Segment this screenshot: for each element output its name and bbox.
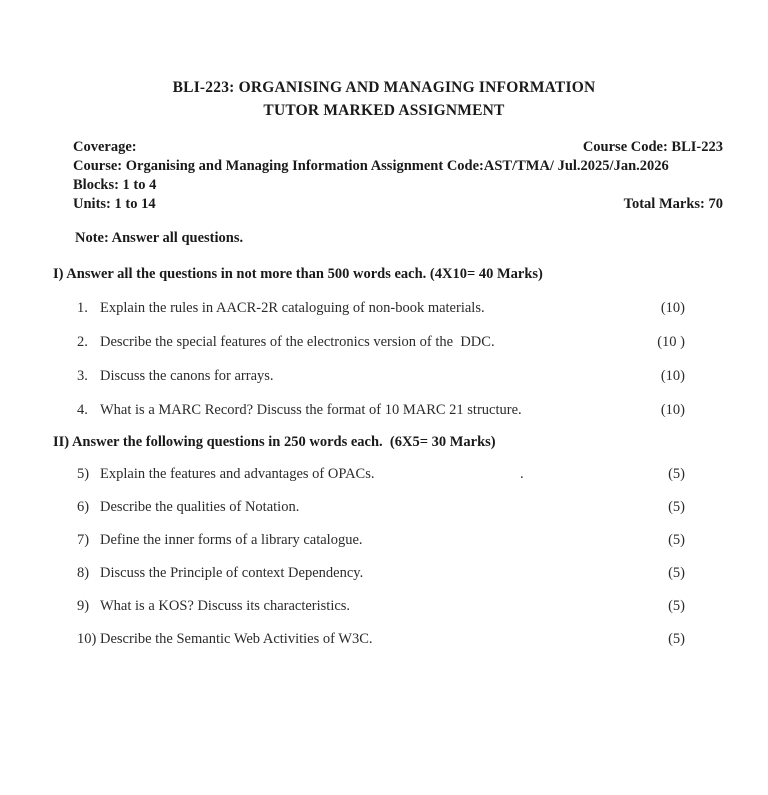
question-row	[0, 366, 768, 386]
question-row	[0, 497, 768, 517]
assignment-header-block	[0, 138, 768, 214]
header-row-course	[73, 157, 723, 176]
question-number: 4.	[77, 402, 88, 418]
question-text: Define the inner forms of a library catalogue.	[100, 532, 363, 548]
blocks-line: Blocks: 1 to 4	[73, 177, 157, 193]
section-heading: I) Answer all the questions in not more than 500 words each. (4X10= 40 Marks)	[53, 266, 543, 282]
stray-dot: .	[520, 466, 524, 482]
question-number: 5)	[77, 466, 90, 482]
question-row	[0, 464, 768, 484]
question-marks: (10 )	[657, 334, 685, 350]
question-row	[0, 629, 768, 649]
question-marks: (10)	[660, 368, 685, 384]
course-code: Course Code: BLI-223	[582, 139, 723, 155]
note-text: Note: Answer all questions.	[75, 230, 244, 246]
question-number: 7)	[77, 532, 90, 548]
question-text: Describe the special features of the electronics version of the DDC.	[100, 334, 495, 350]
question-number: 2.	[77, 334, 88, 350]
units-line: Units: 1 to 14	[73, 196, 156, 212]
coverage-label: Coverage:	[73, 139, 137, 155]
question-text: Discuss the Principle of context Dependency.	[100, 565, 364, 581]
question-text: What is a MARC Record? Discuss the format of 10 MARC 21 structure.	[100, 402, 522, 418]
question-number: 8)	[77, 565, 90, 581]
question-marks: (10)	[660, 402, 685, 418]
question-marks: (5)	[668, 598, 685, 614]
question-number: 3.	[77, 368, 88, 384]
question-text: Discuss the canons for arrays.	[100, 368, 274, 384]
section-heading: II) Answer the following questions in 250 words each. (6X5= 30 Marks)	[53, 434, 496, 450]
sections	[0, 264, 768, 649]
question-number: 1.	[77, 300, 88, 316]
question-marks: (5)	[668, 631, 685, 647]
header-row-units	[73, 195, 723, 214]
question-row	[0, 298, 768, 318]
question-row	[0, 400, 768, 420]
question-marks: (5)	[668, 565, 685, 581]
question-text: Describe the qualities of Notation.	[100, 499, 300, 515]
question-row	[0, 332, 768, 352]
total-marks: Total Marks: 70	[623, 196, 723, 212]
question-row	[0, 563, 768, 583]
question-marks: (5)	[668, 532, 685, 548]
question-marks: (5)	[668, 466, 685, 482]
question-marks: (10)	[660, 300, 685, 316]
assignment-subtitle: TUTOR MARKED ASSIGNMENT	[263, 102, 505, 119]
question-text: What is a KOS? Discuss its characteristics.	[100, 598, 351, 614]
course-assignment-line: Course: Organising and Managing Information Assignment Code:AST/TMA/ Jul.2025/Jan.2026	[73, 158, 669, 174]
header-row-coverage	[73, 138, 723, 157]
question-marks: (5)	[668, 499, 685, 515]
question-number: 6)	[77, 499, 90, 515]
assignment-title: BLI-223: ORGANISING AND MANAGING INFORMATION	[172, 79, 596, 96]
question-text: Explain the features and advantages of OPACs.	[100, 466, 375, 482]
document-title-block	[0, 0, 768, 122]
header-row-blocks	[73, 176, 723, 195]
question-number: 9)	[77, 598, 90, 614]
question-row	[0, 530, 768, 550]
question-row	[0, 596, 768, 616]
question-text: Explain the rules in AACR-2R cataloguing of non-book materials.	[100, 300, 485, 316]
question-number: 10)	[77, 631, 97, 647]
question-text: Describe the Semantic Web Activities of W3C.	[100, 631, 373, 647]
